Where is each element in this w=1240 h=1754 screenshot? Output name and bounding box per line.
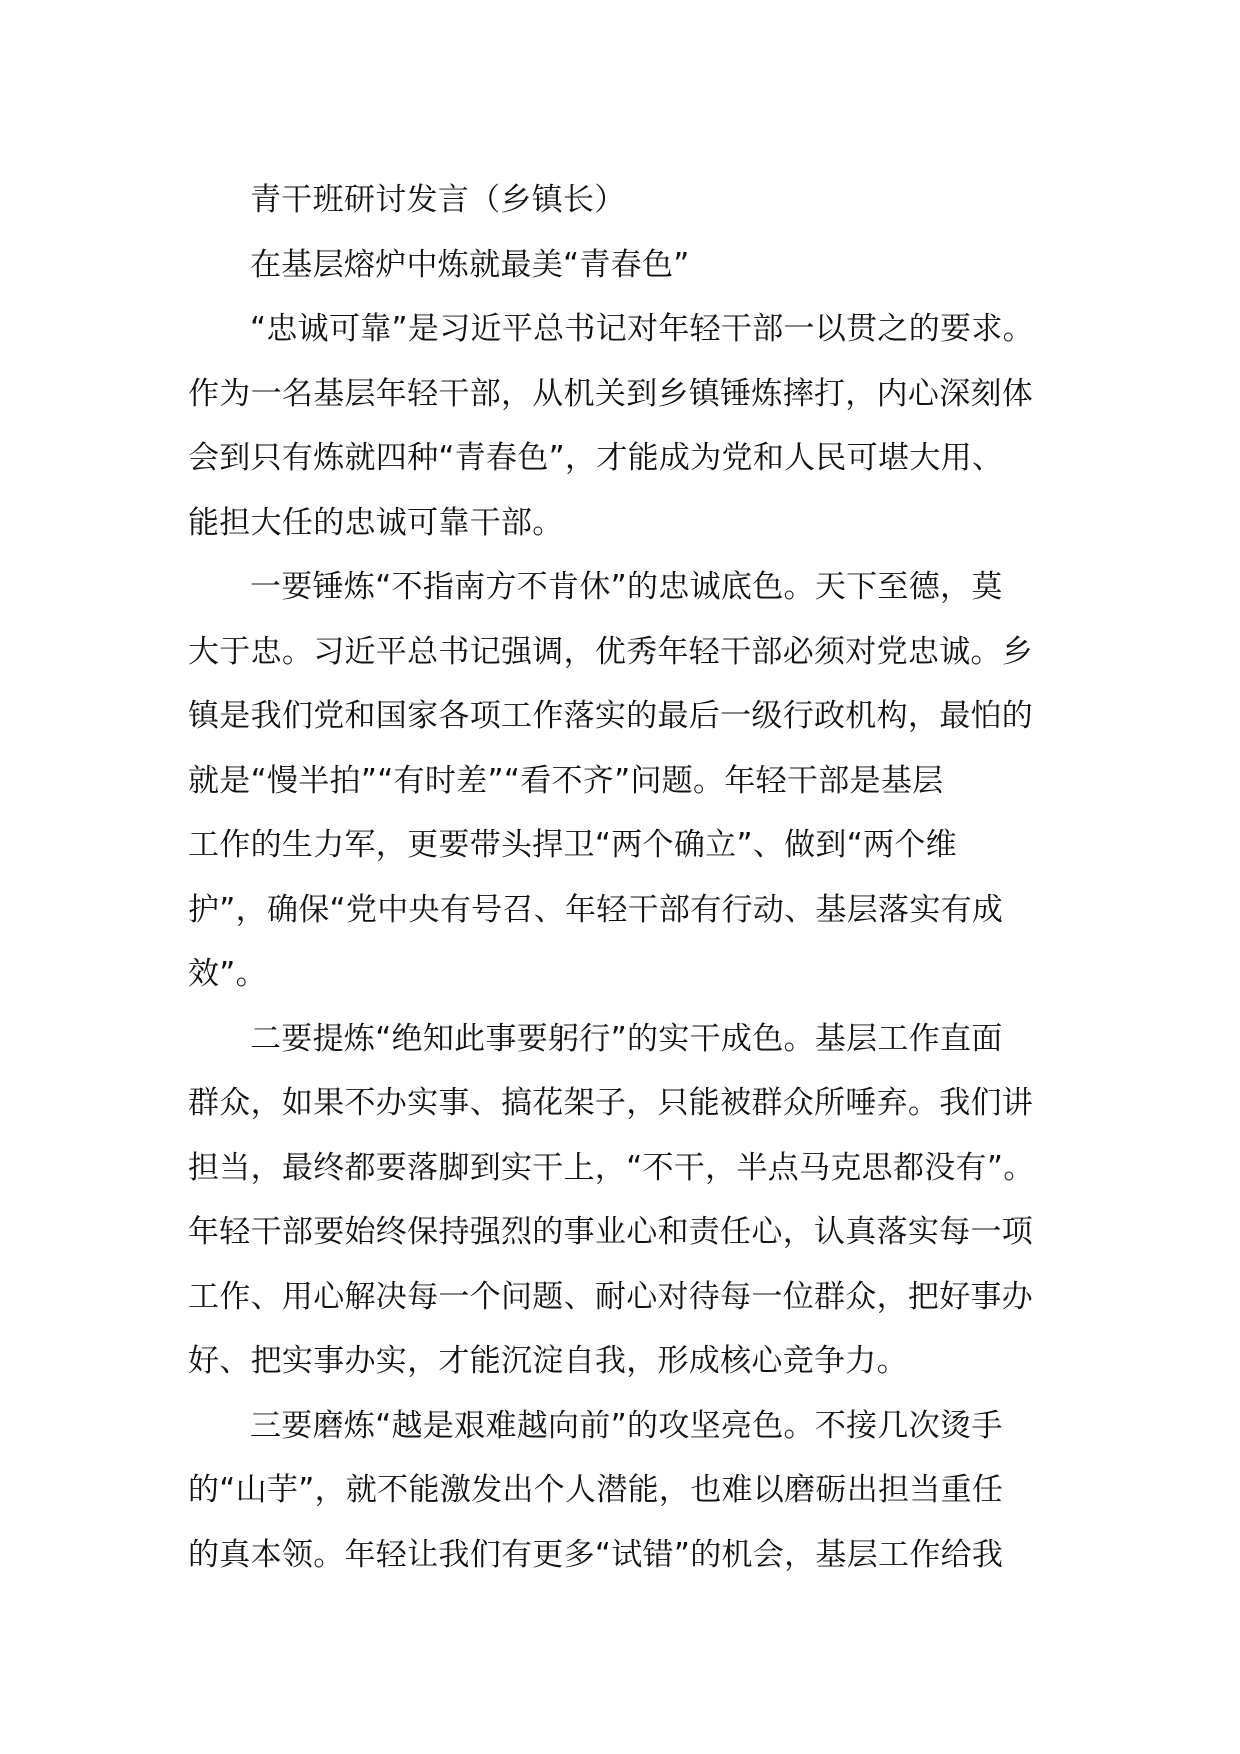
paragraph-line: 能担大任的忠诚可靠干部。 xyxy=(188,504,564,541)
paragraph-line: 效”。 xyxy=(188,956,267,992)
paragraph-line: 群众，如果不办实事、搞花架子，只能被群众所唾弃。我们讲 xyxy=(188,1085,1034,1121)
paragraph-line: 镇是我们党和国家各项工作落实的最后一级行政机构，最怕的 xyxy=(188,698,1034,734)
paragraph-line: 工作、用心解决每一个问题、耐心对待每一位群众，把好事办 xyxy=(188,1278,1034,1315)
paragraph-line: 工作的生力军，更要带头捍卫“两个确立”、做到“两个维 xyxy=(188,827,957,863)
paragraph-line: 就是“慢半拍”“有时差”“看不齐”问题。年轻干部是基层 xyxy=(188,762,944,799)
paragraph-line: 的“山芋”，就不能激发出个人潜能，也难以磨砺出担当重任 xyxy=(188,1472,1004,1508)
paragraph-line: 担当，最终都要落脚到实干上，“不干，半点马克思都没有”。 xyxy=(188,1149,1035,1186)
document-body xyxy=(188,168,1060,1587)
paragraph-line: 二要提炼“绝知此事要躬行”的实干成色。基层工作直面 xyxy=(250,1020,1003,1057)
paragraph-line: 大于忠。习近平总书记强调，优秀年轻干部必须对党忠诚。乡 xyxy=(188,633,1034,670)
paragraph-line: 三要磨炼“越是艰难越向前”的攻坚亮色。不接几次烫手 xyxy=(250,1407,1003,1444)
document-subtitle: 在基层熔炉中炼就最美“青春色” xyxy=(250,246,690,283)
paragraph-line: 作为一名基层年轻干部，从机关到乡镇锤炼摔打，内心深刻体 xyxy=(188,375,1034,412)
paragraph-intro xyxy=(188,297,1060,555)
paragraph-practice xyxy=(188,1007,1060,1394)
paragraph-line: 好、把实事办实，才能沉淀自我，形成核心竞争力。 xyxy=(188,1343,908,1379)
paragraph-line: 的真本领。年轻让我们有更多“试错”的机会，基层工作给我 xyxy=(188,1536,1004,1573)
paragraph-line: 一要锤炼“不指南方不肯休”的忠诚底色。天下至德，莫 xyxy=(250,569,1003,605)
document-title: 青干班研讨发言（乡镇长） xyxy=(250,182,626,218)
paragraph-challenge xyxy=(188,1394,1060,1588)
paragraph-line: 年轻干部要始终保持强烈的事业心和责任心，认真落实每一项 xyxy=(188,1214,1034,1250)
paragraph-loyalty xyxy=(188,555,1060,1007)
paragraph-line: 护”，确保“党中央有号召、年轻干部有行动、基层落实有成 xyxy=(188,891,1004,928)
paragraph-line: “忠诚可靠”是习近平总书记对年轻干部一以贯之的要求。 xyxy=(250,311,1034,347)
paragraph-line: 会到只有炼就四种“青春色”，才能成为党和人民可堪大用、 xyxy=(188,440,1004,476)
